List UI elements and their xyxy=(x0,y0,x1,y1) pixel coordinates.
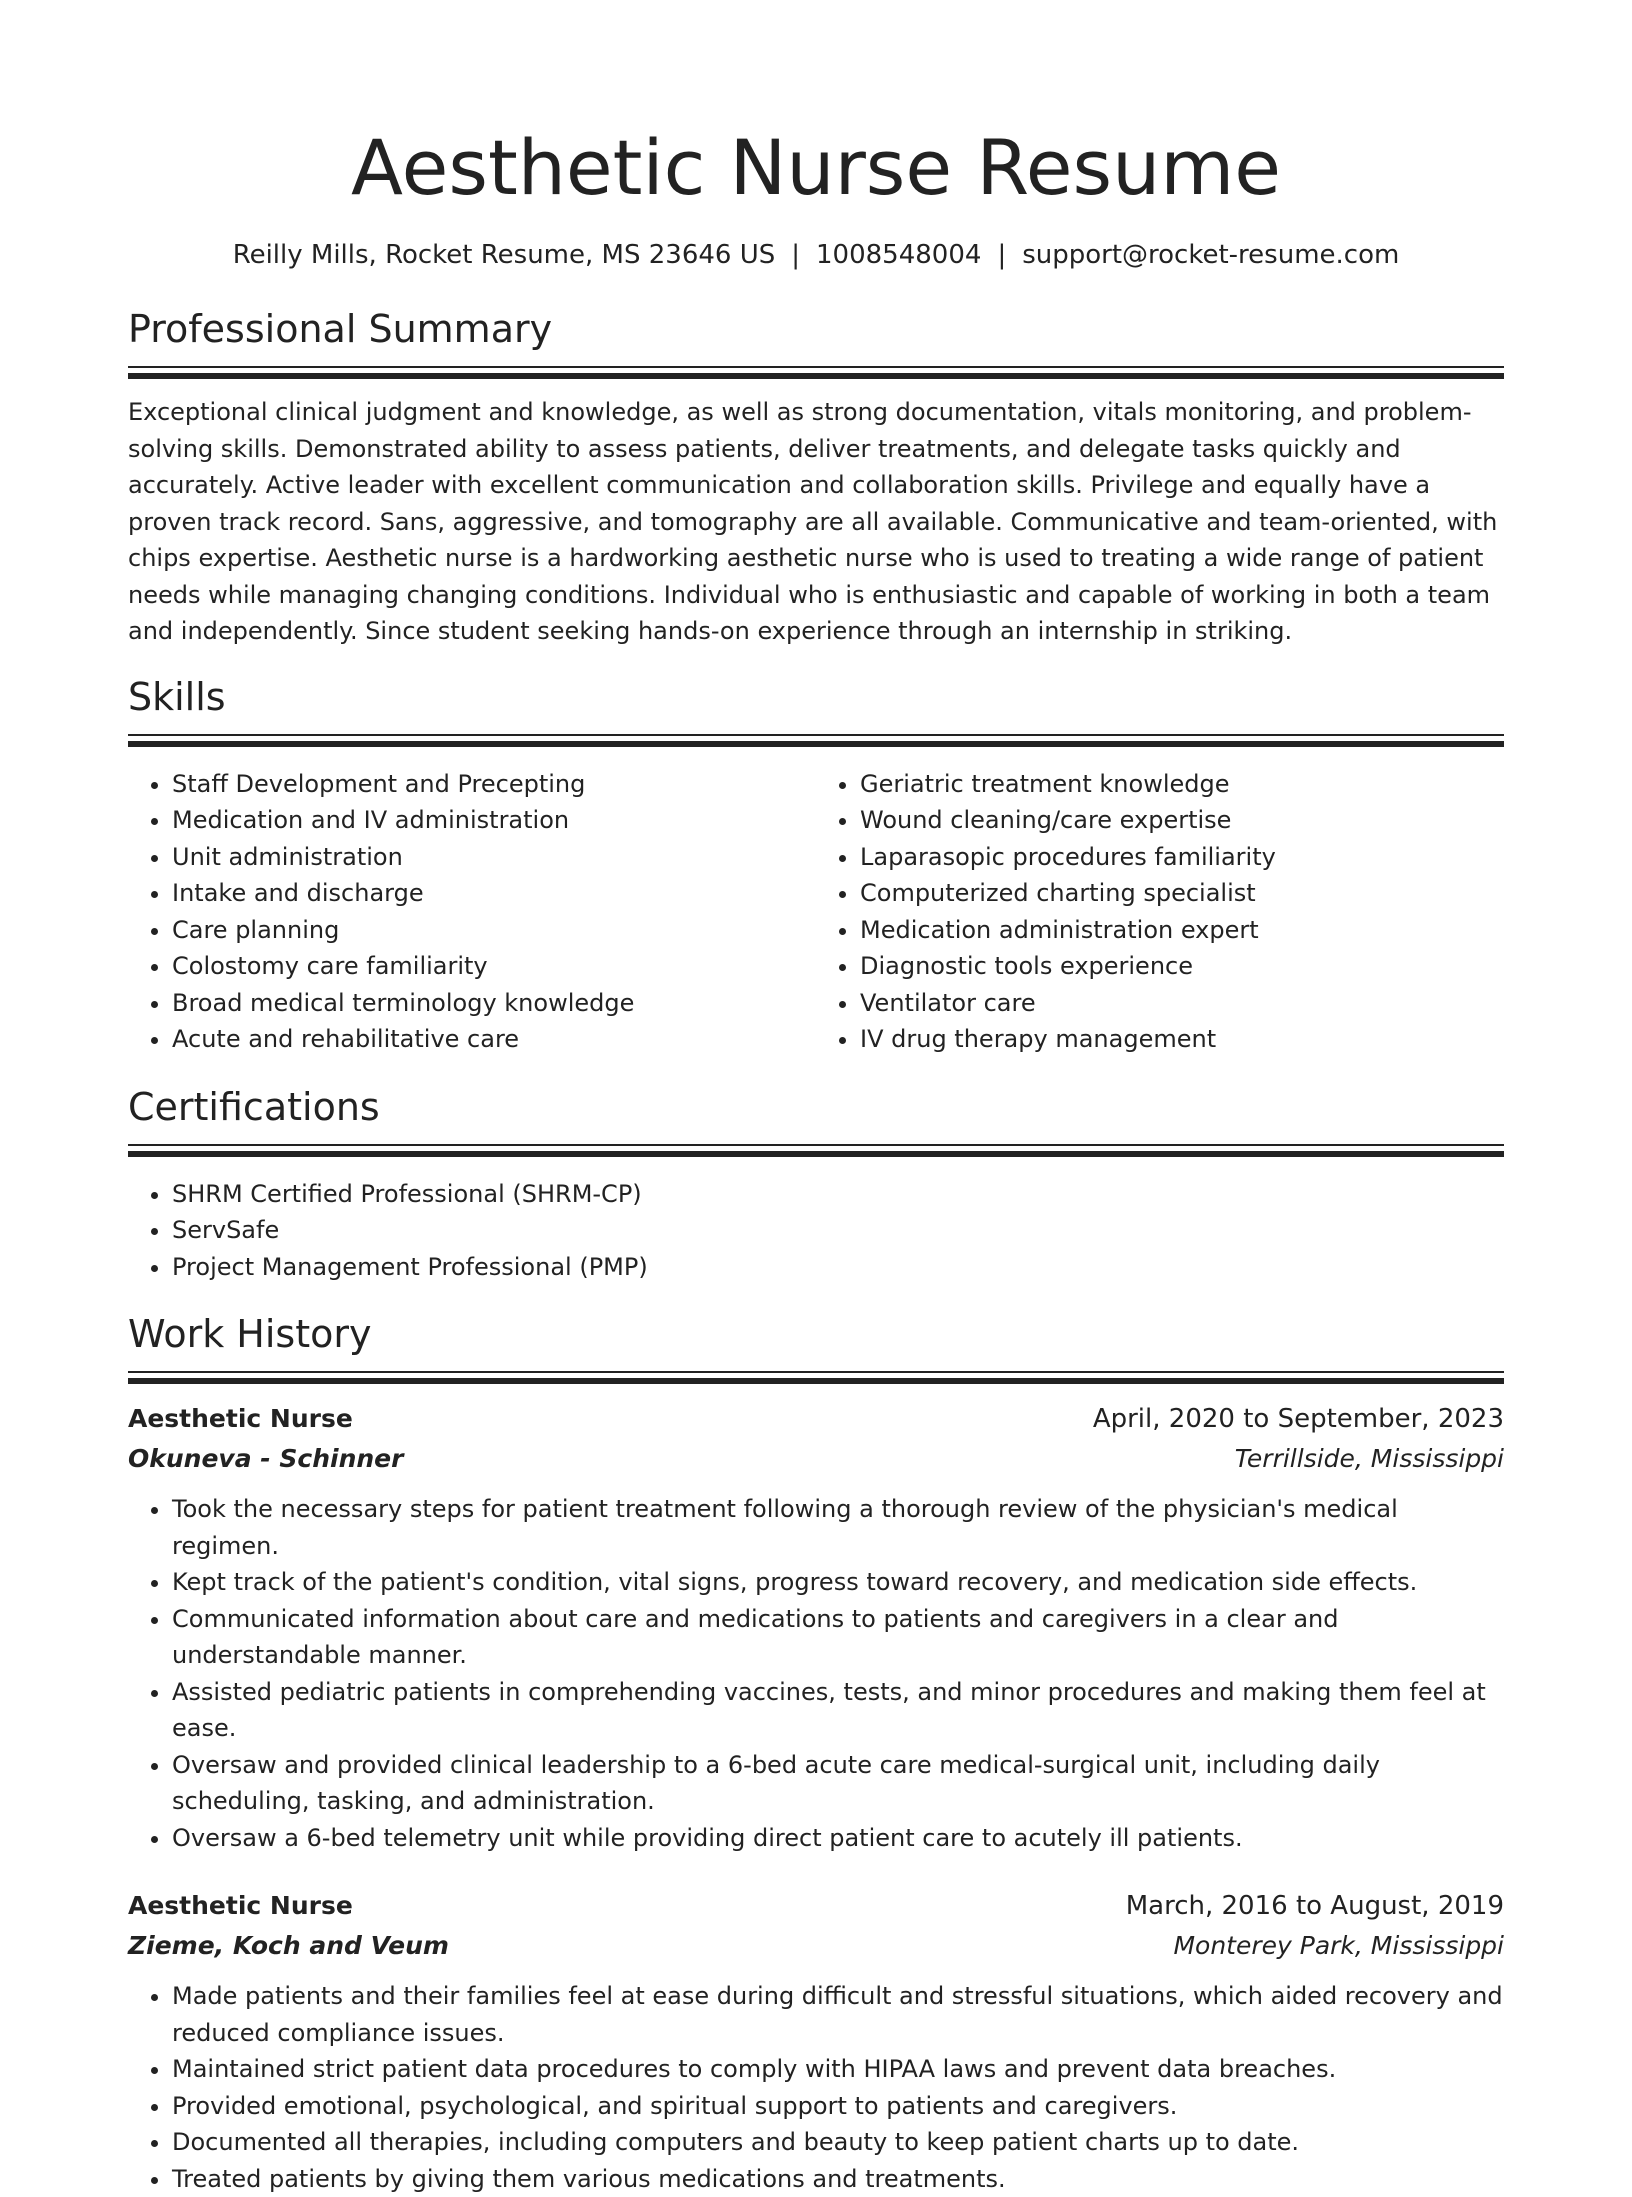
skill-item: • Staff Development and Precepting xyxy=(172,766,816,803)
job-duties-list xyxy=(128,1978,1504,2197)
job-company-row xyxy=(128,1439,1504,1479)
job-duty: • Oversaw a 6-bed telemetry unit while providing direct patient care to acutely ill patients. xyxy=(172,1820,1504,1857)
job-duty: • Took the necessary steps for patient treatment following a thorough review of the physician's medical regimen. xyxy=(172,1491,1504,1564)
summary-text: Exceptional clinical judgment and knowledge, as well as strong documentation, vitals monitoring, and problem-solving skills. Demonstrated ability to assess patients, deliver treatments, and delegate tasks quickly and accurately. Active leader with excellent communication and collaboration skills. Privilege and equally have a proven track record. Sans, aggressive, and tomography are all available. Communicative and team-oriented, with chips expertise. Aesthetic nurse is a hardworking aesthetic nurse who is used to treating a wide range of patient needs while managing changing conditions. Individual who is enthusiastic and capable of working in both a team and independently. Since student seeking hands-on experience through an internship in striking. xyxy=(128,394,1504,650)
certification-item: • SHRM Certified Professional (SHRM-CP) xyxy=(172,1176,1504,1213)
skill-item: • Medication and IV administration xyxy=(172,802,816,839)
job-duty: • Documented all therapies, including computers and beauty to keep patient charts up to date. xyxy=(172,2124,1504,2161)
job-duty: • Made patients and their families feel at ease during difficult and stressful situations, which aided recovery and reduced compliance issues. xyxy=(172,1978,1504,2051)
job-location: Monterey Park, Mississippi xyxy=(1173,1926,1504,1966)
job-company: Zieme, Koch and Veum xyxy=(128,1926,449,1966)
job-duty: • Treated patients by giving them various medications and treatments. xyxy=(172,2161,1504,2197)
job-entry xyxy=(128,1399,1504,1856)
skill-item: • Care planning xyxy=(172,912,816,949)
skills-grid xyxy=(128,766,1504,1058)
certification-item: • ServSafe xyxy=(172,1212,1504,1249)
section-divider xyxy=(128,1371,1504,1385)
job-duty: • Oversaw and provided clinical leadership to a 6-bed acute care medical-surgical unit, including daily scheduling, tasking, and administration. xyxy=(172,1747,1504,1820)
job-location: Terrillside, Mississippi xyxy=(1235,1439,1504,1479)
skills-list-right xyxy=(816,766,1504,1058)
skill-item: • Diagnostic tools experience xyxy=(860,948,1504,985)
job-title: Aesthetic Nurse xyxy=(128,1399,353,1439)
summary-section xyxy=(128,304,1504,650)
skill-item: • Computerized charting specialist xyxy=(860,875,1504,912)
skill-item: • IV drug therapy management xyxy=(860,1021,1504,1058)
certifications-section xyxy=(128,1082,1504,1286)
skill-item: • Ventilator care xyxy=(860,985,1504,1022)
skill-item: • Acute and rehabilitative care xyxy=(172,1021,816,1058)
job-duty: • Provided emotional, psychological, and spiritual support to patients and caregivers. xyxy=(172,2088,1504,2125)
job-header-row xyxy=(128,1399,1504,1439)
certifications-heading: Certifications xyxy=(128,1082,1504,1132)
work-history-section xyxy=(128,1309,1504,2197)
job-duty: • Assisted pediatric patients in comprehending vaccines, tests, and minor procedures and making them feel at ease. xyxy=(172,1674,1504,1747)
job-entry xyxy=(128,1886,1504,2197)
job-duty: • Communicated information about care and medications to patients and caregivers in a clear and understandable manner. xyxy=(172,1601,1504,1674)
resume-title: Aesthetic Nurse Resume xyxy=(128,0,1504,218)
job-duties-list xyxy=(128,1491,1504,1856)
job-dates: April, 2020 to September, 2023 xyxy=(1093,1399,1504,1439)
work-history-heading: Work History xyxy=(128,1309,1504,1359)
certifications-list xyxy=(128,1176,1504,1286)
skill-item: • Wound cleaning/care expertise xyxy=(860,802,1504,839)
job-title: Aesthetic Nurse xyxy=(128,1886,353,1926)
contact-phone: 1008548004 xyxy=(816,240,981,270)
contact-email: support@rocket-resume.com xyxy=(1022,240,1399,270)
skill-item: • Colostomy care familiarity xyxy=(172,948,816,985)
skills-section xyxy=(128,672,1504,1058)
section-divider xyxy=(128,366,1504,380)
certification-item: • Project Management Professional (PMP) xyxy=(172,1249,1504,1286)
job-duty: • Maintained strict patient data procedures to comply with HIPAA laws and prevent data breaches. xyxy=(172,2051,1504,2088)
summary-heading: Professional Summary xyxy=(128,304,1504,354)
section-divider xyxy=(128,1144,1504,1158)
job-company: Okuneva - Schinner xyxy=(128,1439,403,1479)
job-dates: March, 2016 to August, 2019 xyxy=(1126,1886,1504,1926)
skill-item: • Laparasopic procedures familiarity xyxy=(860,839,1504,876)
skills-column-left xyxy=(128,766,816,1058)
skill-item: • Intake and discharge xyxy=(172,875,816,912)
skills-column-right xyxy=(816,766,1504,1058)
skill-item: • Broad medical terminology knowledge xyxy=(172,985,816,1022)
skill-item: • Unit administration xyxy=(172,839,816,876)
skill-item: • Geriatric treatment knowledge xyxy=(860,766,1504,803)
job-header-row xyxy=(128,1886,1504,1926)
skill-item: • Medication administration expert xyxy=(860,912,1504,949)
contact-separator: | xyxy=(997,238,1006,272)
contact-line xyxy=(128,238,1504,272)
skills-list-left xyxy=(128,766,816,1058)
section-divider xyxy=(128,734,1504,748)
skills-heading: Skills xyxy=(128,672,1504,722)
job-company-row xyxy=(128,1926,1504,1966)
contact-address: Reilly Mills, Rocket Resume, MS 23646 US xyxy=(233,240,776,270)
contact-separator: | xyxy=(791,238,800,272)
job-duty: • Kept track of the patient's condition, vital signs, progress toward recovery, and medication side effects. xyxy=(172,1564,1504,1601)
